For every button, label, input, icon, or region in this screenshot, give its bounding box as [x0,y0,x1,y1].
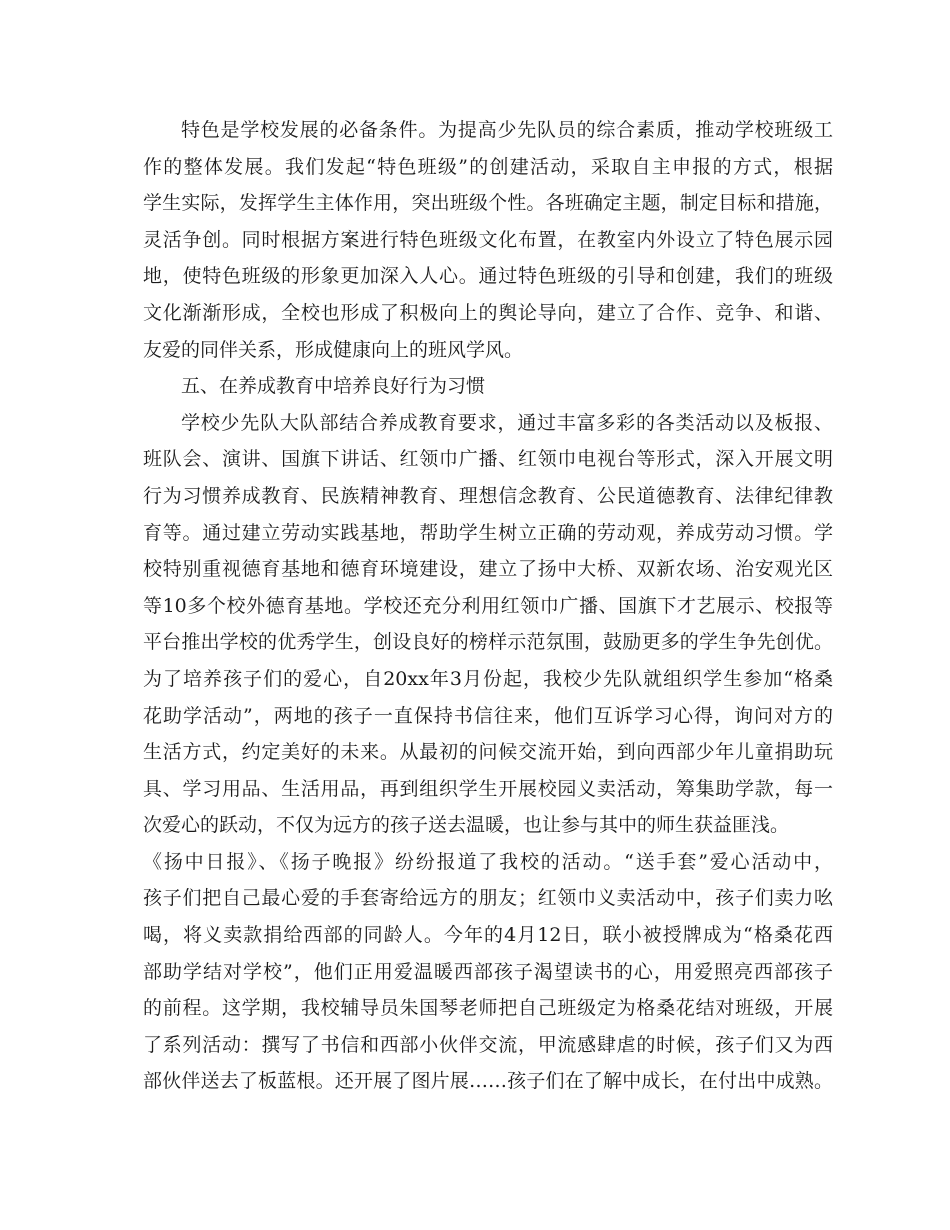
paragraph-line: 次爱心的跃动，不仅为远方的孩子送去温暖，也让参与其中的师生获益匪浅。 [143,814,790,837]
paragraph-line: 为了培养孩子们的爱心，自20xx年3月份起，我校少先队就组织学生参加“格桑 [143,667,833,690]
paragraph-line: 生活方式，约定美好的未来。从最初的问候交流开始，到向西部少年儿童捐助玩 [143,741,833,764]
paragraph-line: 具、学习用品、生活用品，再到组织学生开展校园义卖活动，筹集助学款，每一 [143,777,833,800]
paragraph-line: 喝，将义卖款捐给西部的同龄人。今年的4月12日，联小被授牌成为“格桑花西 [143,924,833,947]
document-body [143,112,833,1100]
paragraph-line: 行为习惯养成教育、民族精神教育、理想信念教育、公民道德教育、法律纪律教 [143,484,833,507]
paragraph-line: 的前程。这学期，我校辅导员朱国琴老师把自己班级定为格桑花结对班级，开展 [143,997,833,1020]
paragraph-line: 部助学结对学校”，他们正用爱温暖西部孩子渴望读书的心，用爱照亮西部孩子 [143,960,833,983]
paragraph-line: 灵活争创。同时根据方案进行特色班级文化布置，在教室内外设立了特色展示园 [143,228,833,251]
paragraph-line: 特色是学校发展的必备条件。为提高少先队员的综合素质，推动学校班级工 [181,119,833,141]
paragraph-line: 作的整体发展。我们发起“特色班级”的创建活动，采取自主申报的方式，根据 [143,155,833,178]
paragraph-line: 地，使特色班级的形象更加深入人心。通过特色班级的引导和创建，我们的班级 [143,265,833,288]
paragraph-line: 文化渐渐形成，全校也形成了积极向上的舆论导向，建立了合作、竞争、和谐、 [143,301,833,324]
paragraph-line: 平台推出学校的优秀学生，创设良好的榜样示范氛围，鼓励更多的学生争先创优。 [143,631,833,654]
paragraph-line: 学校少先队大队部结合养成教育要求，通过丰富多彩的各类活动以及板报、 [181,411,833,434]
paragraph-line: 育等。通过建立劳动实践基地，帮助学生树立正确的劳动观，养成劳动习惯。学 [143,521,833,544]
paragraph-line: 孩子们把自己最心爱的手套寄给远方的朋友；红领巾义卖活动中，孩子们卖力吆 [143,887,833,910]
paragraph-line: 花助学活动”，两地的孩子一直保持书信往来，他们互诉学习心得，询问对方的 [143,704,833,727]
paragraph-line: 班队会、演讲、国旗下讲话、红领巾广播、红领巾电视台等形式，深入开展文明 [143,448,833,471]
paragraph-line: 学生实际，发挥学生主体作用，突出班级个性。各班确定主题，制定目标和措施， [143,192,833,215]
paragraph-line: 友爱的同伴关系，形成健康向上的班风学风。 [143,338,524,361]
section-heading: 五、在养成教育中培养良好行为习惯 [181,375,486,398]
paragraph-line: 部伙伴送去了板蓝根。还开展了图片展……孩子们在了解中成长，在付出中成熟。 [143,1070,833,1093]
paragraph-line: 校特别重视德育基地和德育环境建设，建立了扬中大桥、双新农场、治安观光区 [143,558,833,581]
paragraph-line: 了系列活动：撰写了书信和西部小伙伴交流，甲流感肆虐的时候，孩子们又为西 [143,1033,833,1056]
paragraph-line: 等10多个校外德育基地。学校还充分利用红领巾广播、国旗下才艺展示、校报等 [143,594,833,617]
paragraph-line: 《扬中日报》、《扬子晚报》纷纷报道了我校的活动。“送手套”爱心活动中， [143,850,833,873]
